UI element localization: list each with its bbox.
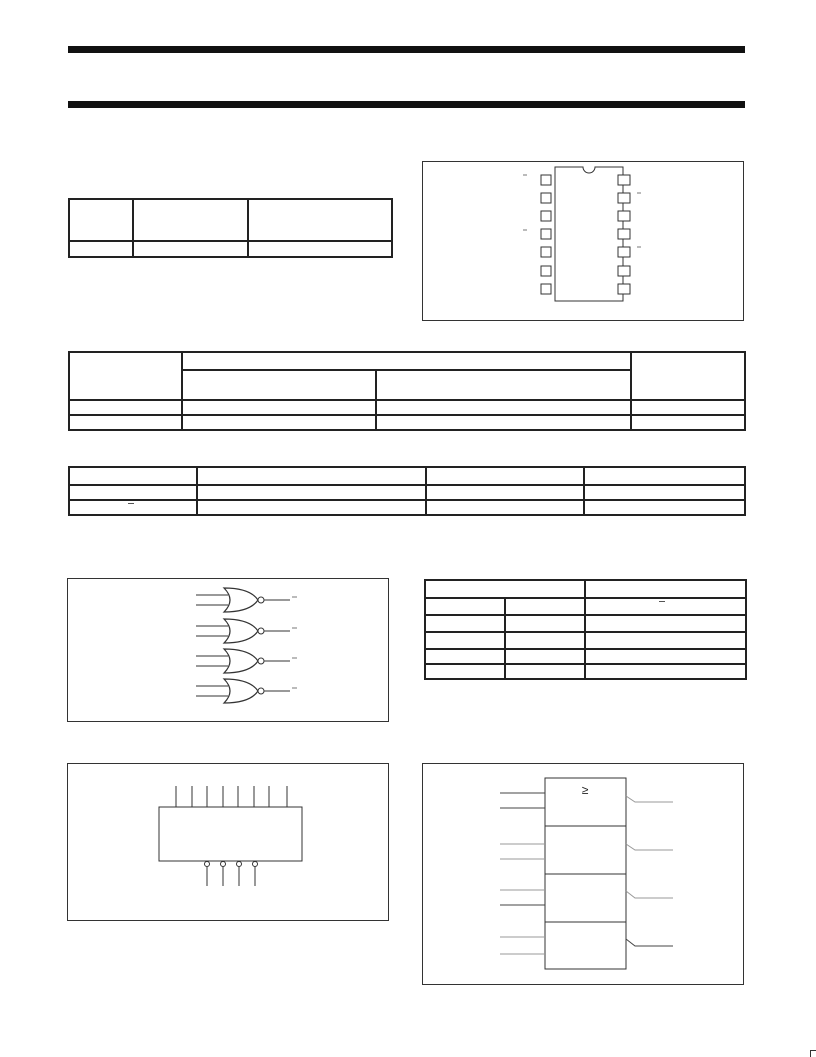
table-row [69,400,745,415]
table-cell [426,467,584,485]
table-cell [69,352,182,400]
table-cell [584,485,745,500]
table-cell [69,415,182,430]
iec-logic-symbol-box [422,763,744,985]
table-header-row [69,352,745,370]
table-cell [425,580,585,598]
function-table [424,579,747,680]
table-cell [425,598,505,615]
output-pins [205,862,258,887]
table-cell [69,500,197,515]
table-cell [197,500,426,515]
pin [618,193,630,203]
nor-gate-2 [196,619,297,643]
table-cell [631,415,745,430]
table-header-row [69,199,392,241]
table-cell [584,500,745,515]
pin [541,175,551,185]
pin [541,211,551,221]
table-row [425,649,746,664]
dip-package-body [555,167,623,301]
logic-symbol-diagram [68,764,388,920]
table-row [425,615,746,632]
table-cell [585,615,746,632]
table-row [425,664,746,679]
table-row [425,632,746,649]
table-cell [376,370,631,400]
pin [618,175,630,185]
table-cell [505,598,585,615]
pin [618,211,630,221]
iec-inputs [500,793,545,954]
table-header-row [69,467,745,485]
pin [618,229,630,239]
table-cell [425,664,505,679]
table-cell [505,664,585,679]
nor-gate-4 [196,679,297,703]
iec-outputs [626,796,673,946]
table-cell [69,241,133,257]
table-cell [376,400,631,415]
quick-reference-table [68,351,746,431]
table-cell [182,352,631,370]
logic-diagram-box [67,578,389,722]
nor-gates-diagram [68,579,388,721]
table-cell [505,615,585,632]
pin [618,266,630,276]
table-cell [426,485,584,500]
table-cell [69,199,133,241]
logic-symbol-box [67,763,389,921]
table-row [69,415,745,430]
table-cell [585,664,746,679]
logic-block [159,807,302,861]
table-cell [505,649,585,664]
table-cell [133,199,248,241]
right-pins [618,175,630,294]
table-cell [182,370,376,400]
table-cell [197,485,426,500]
header-rule-top [68,46,745,53]
or-qualifier-symbol: ≥ [581,783,589,797]
table-cell [585,632,746,649]
table-cell [631,400,745,415]
iec-logic-symbol-diagram [423,764,743,984]
overbar-mark [659,601,665,602]
table-cell [585,649,746,664]
table-cell [133,241,248,257]
pin [618,247,630,257]
pin [618,284,630,294]
table-cell [248,241,392,257]
pin-configuration-diagram [423,162,743,320]
table-cell [182,400,376,415]
pin [541,284,551,294]
table-cell [376,415,631,430]
table-cell [585,598,746,615]
table-header-row [425,580,746,598]
ordering-code-table [68,198,393,258]
left-pins [541,175,551,294]
nor-gate-1 [196,588,297,612]
pin [541,266,551,276]
table-cell [69,485,197,500]
table-row [69,485,745,500]
pin-configuration-box [422,161,744,321]
table-cell [631,352,745,400]
table-cell [505,632,585,649]
loading-table [68,466,746,516]
pin [541,229,551,239]
table-cell [426,500,584,515]
table-cell [248,199,392,241]
table-row [69,241,392,257]
table-cell [585,580,746,598]
table-cell [69,467,197,485]
overbar-mark [128,503,134,504]
header-rule-bottom [68,101,745,108]
table-cell [69,400,182,415]
table-cell [425,632,505,649]
table-cell [197,467,426,485]
table-cell [182,415,376,430]
nor-gate-3 [196,649,297,673]
table-row [69,500,745,515]
table-header-row [425,598,746,615]
table-cell [425,615,505,632]
pin [541,247,551,257]
pin [541,193,551,203]
table-cell [425,649,505,664]
input-pins [176,786,287,807]
table-cell [584,467,745,485]
